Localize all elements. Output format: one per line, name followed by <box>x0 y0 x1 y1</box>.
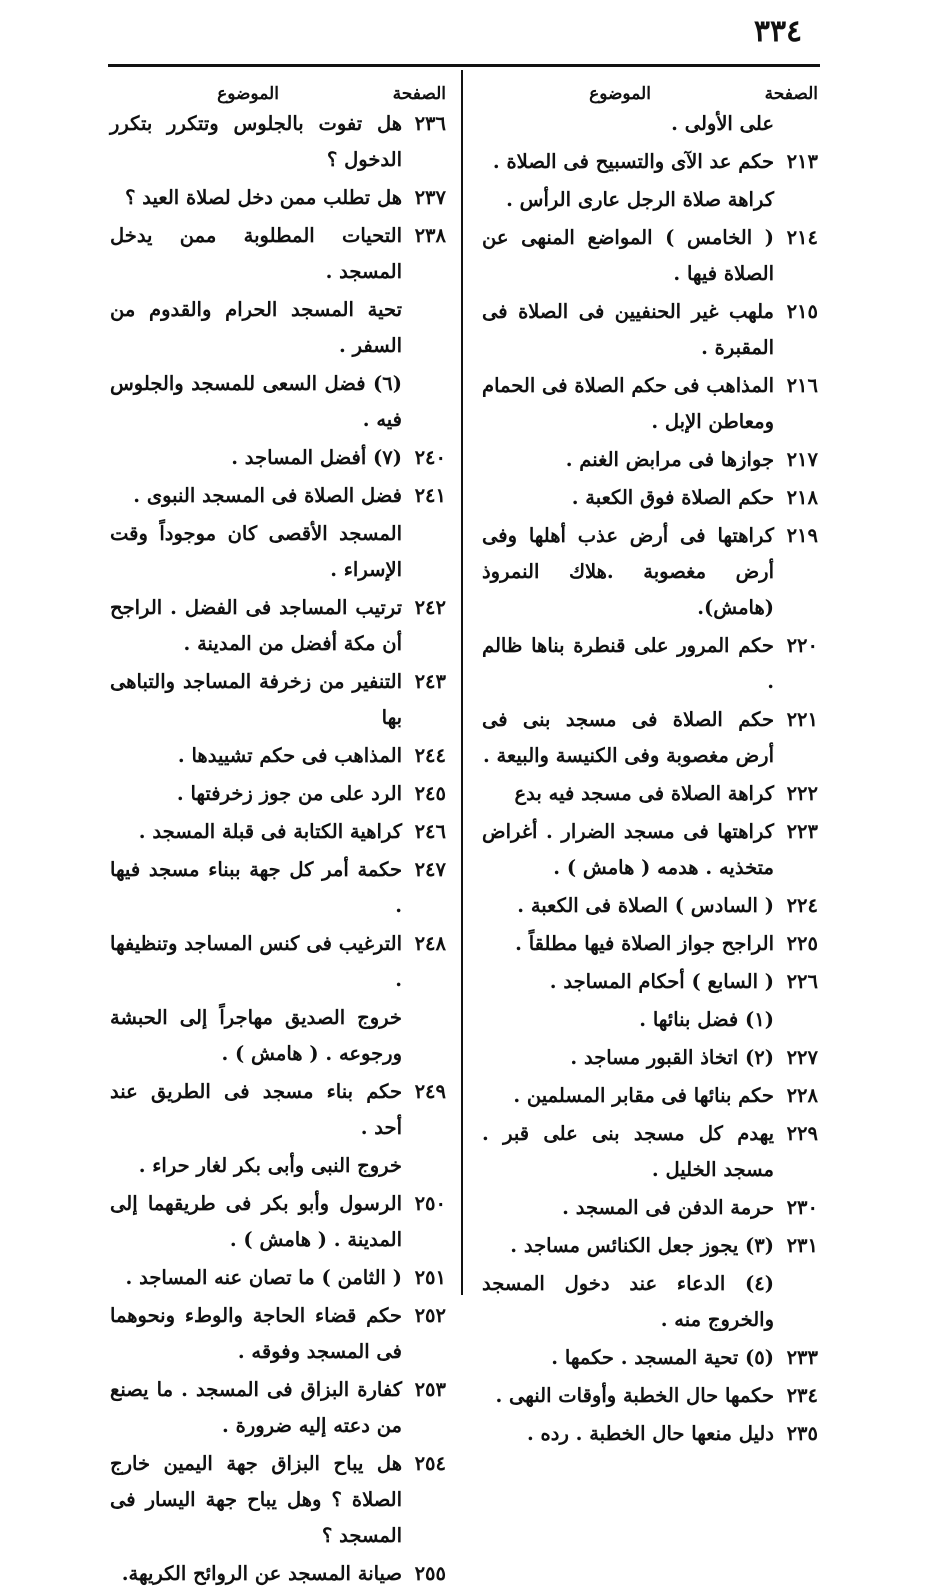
index-entry <box>110 1446 446 1554</box>
entry-topic: خروج النبى وأبى بكر لغار حراء . <box>138 1154 402 1177</box>
right-column-header <box>482 72 818 104</box>
index-entry <box>110 106 446 178</box>
entry-topic: كراهة صلاة الرجل عارى الرأس . <box>506 188 774 211</box>
entry-topic: الترغيب فى كنس المساجد وتنظيفها . <box>110 932 402 991</box>
index-entry <box>482 628 818 700</box>
entry-topic: (٥) تحية المسجد . حكمها . <box>551 1346 774 1369</box>
entry-page-number: ٢١٤ <box>786 226 818 249</box>
entry-topic: خروج الصديق مهاجراً إلى الحبشة ورجوعه . ( هامش ) . <box>110 1006 402 1065</box>
index-entry <box>110 1148 446 1184</box>
entry-page-number: ٢٢٥ <box>786 932 818 955</box>
entry-page-number: ٢٢٩ <box>786 1122 818 1145</box>
index-entry <box>482 1266 818 1338</box>
page-column-label: الصفحة <box>764 84 818 104</box>
entry-topic: حكم عد الآى والتسبيح فى الصلاة . <box>492 150 774 173</box>
entry-topic: على الأولى . <box>671 112 774 135</box>
entry-topic: التنفير من زخرفة المساجد والتباهى بها <box>110 670 402 729</box>
index-entry <box>110 664 446 736</box>
index-entry <box>110 926 446 998</box>
entry-topic: (٤) الدعاء عند دخول المسجد والخروج منه . <box>482 1272 774 1331</box>
entry-page-number: ٢٣٤ <box>786 1384 818 1407</box>
entry-page-number: ٢٢٠ <box>786 634 818 657</box>
entry-page-number: ٢٤١ <box>414 484 446 507</box>
index-entry <box>482 964 818 1000</box>
entry-topic: المذاهب فى حكم تشييدها . <box>177 744 402 767</box>
entry-topic: حكم بنائها فى مقابر المسلمين . <box>513 1084 774 1107</box>
entry-page-number: ٢٢٢ <box>786 782 818 805</box>
index-entry <box>110 440 446 476</box>
index-entry <box>110 1260 446 1296</box>
index-entry <box>110 852 446 924</box>
entry-page-number: ٢٣٣ <box>786 1346 818 1369</box>
entry-page-number: ٢٤٥ <box>414 782 446 805</box>
index-entry <box>110 814 446 850</box>
entry-topic: التحيات المطلوبة ممن يدخل المسجد . <box>110 224 402 283</box>
entry-topic: كراهة الصلاة فى مسجد فيه بدع <box>514 782 774 805</box>
entry-topic: (٦) فضل السعى للمسجد والجلوس فيه . <box>110 372 402 431</box>
index-entry <box>110 1556 446 1592</box>
index-entry <box>482 888 818 924</box>
entry-page-number: ٢٢٤ <box>786 894 818 917</box>
entry-page-number: ٢٢٦ <box>786 970 818 993</box>
entry-page-number: ٢٤٤ <box>414 744 446 767</box>
page-column-label: الصفحة <box>392 84 446 104</box>
entry-topic: الراجح جواز الصلاة فيها مطلقاً . <box>515 932 774 955</box>
entry-page-number: ٢٥٠ <box>414 1192 446 1215</box>
entry-topic: دليل منعها حال الخطبة . رده . <box>526 1422 774 1445</box>
entry-page-number: ٢٤٠ <box>414 446 446 469</box>
entry-topic: حكم المرور على قنطرة بناها ظالم . <box>482 634 774 693</box>
index-entry <box>482 480 818 516</box>
entry-page-number: ٢٤٣ <box>414 670 446 693</box>
entry-page-number: ٢٣٠ <box>786 1196 818 1219</box>
topic-column-label: الموضوع <box>589 84 651 104</box>
entry-topic: كراهتها فى مسجد الضرار . أغراض متخذيه . هدمه ( هامش ) . <box>482 820 774 879</box>
entry-topic: حكم الصلاة فوق الكعبة . <box>571 486 774 509</box>
left-column-header <box>110 72 446 104</box>
left-column <box>110 72 446 1585</box>
index-entry <box>110 1298 446 1370</box>
index-entry <box>110 738 446 774</box>
entry-page-number: ٢٣١ <box>786 1234 818 1257</box>
entry-topic: ترتيب المساجد فى الفضل . الراجح أن مكة أفضل من المدينة . <box>110 596 402 655</box>
entry-topic: كراهية الكتابة فى قبلة المسجد . <box>138 820 402 843</box>
entry-topic: (١) فضل بنائها . <box>639 1008 774 1031</box>
entry-page-number: ٢٢٧ <box>786 1046 818 1069</box>
entry-topic: هل تفوت بالجلوس وتتكرر بتكرر الدخول ؟ <box>110 112 402 171</box>
entry-topic: ( الثامن ) ما تصان عنه المساجد . <box>125 1266 402 1289</box>
index-entry <box>482 144 818 180</box>
index-entry <box>110 292 446 364</box>
entry-topic: كفارة البزاق فى المسجد . ما يصنع من دعته إليه ضرورة . <box>110 1378 402 1437</box>
entry-topic: ( السابع ) أحكام المساجد . <box>549 970 774 993</box>
index-entry <box>110 1074 446 1146</box>
index-entry <box>110 180 446 216</box>
index-entry <box>110 218 446 290</box>
index-entry <box>482 182 818 218</box>
entry-topic: هل تطلب ممن دخل لصلاة العيد ؟ <box>125 186 402 209</box>
entry-topic: صيانة المسجد عن الروائح الكريهة. <box>121 1562 402 1585</box>
entry-topic: المسجد الأقصى كان موجوداً وقت الإسراء . <box>110 522 402 581</box>
entry-topic: (٧) أفضل المساجد . <box>231 446 402 469</box>
index-entry <box>482 518 818 626</box>
entry-page-number: ٢٣٥ <box>786 1422 818 1445</box>
index-entry <box>110 366 446 438</box>
entry-page-number: ٢١٧ <box>786 448 818 471</box>
index-entry <box>482 1116 818 1188</box>
entry-page-number: ٢١٦ <box>786 374 818 397</box>
entry-topic: حكمة أمر كل جهة ببناء مسجد فيها . <box>110 858 402 917</box>
index-entry <box>482 1078 818 1114</box>
entry-page-number: ٢٤٧ <box>414 858 446 881</box>
entry-topic: ( الخامس ) المواضع المنهى عن الصلاة فيها . <box>482 226 774 285</box>
entry-page-number: ٢٥٥ <box>414 1562 446 1585</box>
index-entry <box>482 1190 818 1226</box>
entry-page-number: ٢٤٨ <box>414 932 446 955</box>
entry-page-number: ٢٣٨ <box>414 224 446 247</box>
index-entry <box>110 776 446 812</box>
topic-column-label: الموضوع <box>217 84 279 104</box>
index-entry <box>110 1186 446 1258</box>
index-entry <box>482 814 818 886</box>
left-entries <box>110 106 446 1592</box>
entry-topic: ( السادس ) الصلاة فى الكعبة . <box>517 894 774 917</box>
index-entry <box>110 478 446 514</box>
index-entry <box>110 1000 446 1072</box>
index-entry <box>482 1228 818 1264</box>
entry-topic: جوازها فى مرابض الغنم . <box>565 448 774 471</box>
index-entry <box>110 516 446 588</box>
entry-page-number: ٢٣٦ <box>414 112 446 135</box>
entry-topic: المذاهب فى حكم الصلاة فى الحمام ومعاطن الإبل . <box>482 374 774 433</box>
entry-page-number: ٢١٨ <box>786 486 818 509</box>
entry-page-number: ٢١٥ <box>786 300 818 323</box>
entry-topic: حكم الصلاة فى مسجد بنى فى أرض مغصوبة وفى الكنيسة والبيعة . <box>482 708 774 767</box>
index-entry <box>482 1040 818 1076</box>
page-number: ٣٣٤ <box>753 14 803 49</box>
index-entry <box>482 220 818 292</box>
entry-page-number: ٢٢١ <box>786 708 818 731</box>
index-entry <box>482 294 818 366</box>
index-entry <box>482 368 818 440</box>
entry-topic: هل يباح البزاق جهة اليمين خارج الصلاة ؟ وهل يباح جهة اليسار فى المسجد ؟ <box>110 1452 402 1547</box>
entry-page-number: ٢٥٣ <box>414 1378 446 1401</box>
entry-topic: فضل الصلاة فى المسجد النبوى . <box>133 484 402 507</box>
entry-topic: ملهب غير الحنفيين فى الصلاة فى المقبرة . <box>482 300 774 359</box>
index-entry <box>482 106 818 142</box>
right-entries <box>482 106 818 1452</box>
entry-topic: الرسول وأبو بكر فى طريقهما إلى المدينة . ( هامش ) . <box>110 1192 402 1251</box>
entry-page-number: ٢٣٧ <box>414 186 446 209</box>
index-entry <box>110 1372 446 1444</box>
index-entry <box>482 1340 818 1376</box>
entry-page-number: ٢٢٨ <box>786 1084 818 1107</box>
entry-topic: حكم قضاء الحاجة والوطء ونحوهما فى المسجد وفوقه . <box>110 1304 402 1363</box>
entry-topic: حرمة الدفن فى المسجد . <box>562 1196 774 1219</box>
index-entry <box>110 590 446 662</box>
index-entry <box>482 926 818 962</box>
index-entry <box>482 776 818 812</box>
index-entry <box>482 442 818 478</box>
entry-topic: (٣) يجوز جعل الكنائس مساجد . <box>510 1234 774 1257</box>
entry-page-number: ٢٤٩ <box>414 1080 446 1103</box>
column-divider <box>461 70 463 1295</box>
entry-page-number: ٢١٣ <box>786 150 818 173</box>
entry-page-number: ٢٥٢ <box>414 1304 446 1327</box>
entry-page-number: ٢٥٤ <box>414 1452 446 1475</box>
entry-topic: تحية المسجد الحرام والقدوم من السفر . <box>110 298 402 357</box>
index-entry <box>482 702 818 774</box>
entry-topic: حكم بناء مسجد فى الطريق عند أحد . <box>110 1080 402 1139</box>
entry-topic: (٢) اتخاذ القبور مساجد . <box>570 1046 774 1069</box>
index-entry <box>482 1416 818 1452</box>
entry-page-number: ٢١٩ <box>786 524 818 547</box>
entry-topic: الرد على من جوز زخرفتها . <box>176 782 402 805</box>
entry-topic: يهدم كل مسجد بنى على قبر . مسجد الخليل . <box>482 1122 774 1181</box>
index-entry <box>482 1378 818 1414</box>
top-rule <box>108 64 820 67</box>
right-column <box>482 72 818 1445</box>
entry-topic: كراهتها فى أرض عذب أهلها وفى أرض مغصوبة .هلاك النمروذ (هامش). <box>482 524 774 619</box>
entry-page-number: ٢٤٦ <box>414 820 446 843</box>
entry-page-number: ٢٢٣ <box>786 820 818 843</box>
entry-page-number: ٢٥١ <box>414 1266 446 1289</box>
index-entry <box>482 1002 818 1038</box>
entry-page-number: ٢٤٢ <box>414 596 446 619</box>
entry-topic: حكمها حال الخطبة وأوقات النهى . <box>495 1384 774 1407</box>
